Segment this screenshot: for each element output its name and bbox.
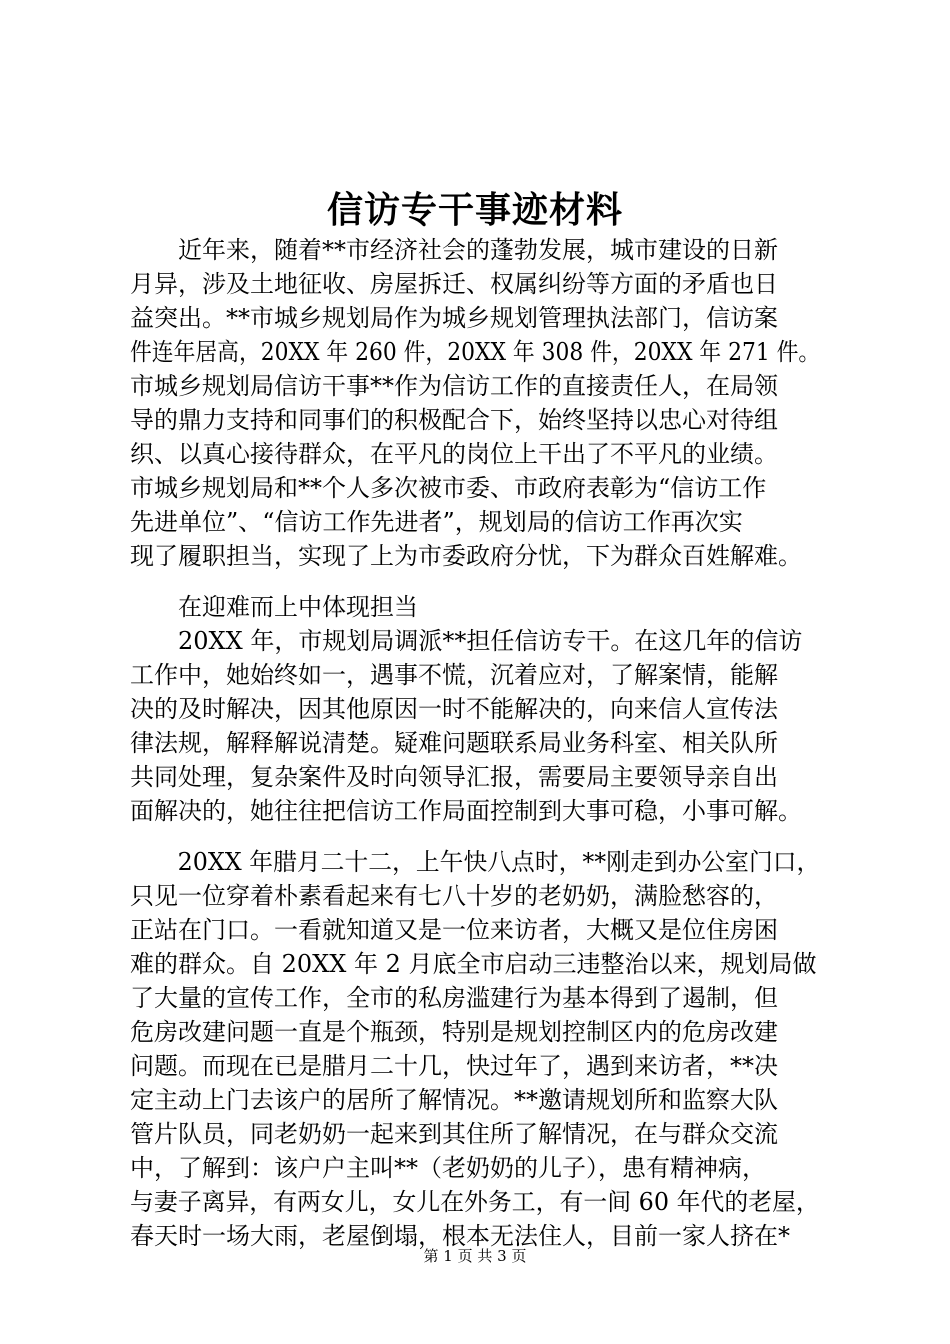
text-line: 近年来，随着**市经济社会的蓬勃发展，城市建设的日新 <box>130 236 778 264</box>
text-line: 面解决的，她往往把信访工作局面控制到大事可稳，小事可解。 <box>130 797 802 825</box>
document-title: 信访专干事迹材料 <box>326 189 623 231</box>
page-footer: 第 1 页 共 3 页 <box>423 1247 527 1265</box>
text-line: 20XX 年腊月二十二，上午快八点时，**刚走到办公室门口， <box>130 848 821 876</box>
text-line: 市城乡规划局信访干事**作为信访工作的直接责任人，在局领 <box>130 372 778 400</box>
text-line: 春天时一场大雨，老屋倒塌，根本无法住人，目前一家人挤在* <box>130 1222 790 1250</box>
text-line: 定主动上门去该户的居所了解情况。**邀请规划所和监察大队 <box>130 1086 778 1114</box>
text-line: 20XX 年，市规划局调派**担任信访专干。在这几年的信访 <box>130 627 803 655</box>
text-line: 决的及时解决，因其他原因一时不能解决的，向来信人宣传法 <box>130 695 778 723</box>
text-line: 问题。而现在已是腊月二十几，快过年了，遇到来访者，**决 <box>130 1052 778 1080</box>
text-line: 正站在门口。一看就知道又是一位来访者，大概又是位住房困 <box>130 916 778 944</box>
text-line: 工作中，她始终如一，遇事不慌，沉着应对，了解案情，能解 <box>130 661 778 689</box>
text-line: 与妻子离异，有两女儿，女儿在外务工，有一间 60 年代的老屋， <box>130 1188 820 1216</box>
text-line: 益突出。**市城乡规划局作为城乡规划管理执法部门，信访案 <box>130 304 778 332</box>
text-line: 导的鼎力支持和同事们的积极配合下，始终坚持以忠心对待组 <box>130 406 778 434</box>
text-line: 件连年居高，20XX 年 260 件，20XX 年 308 件，20XX 年 271 件。 <box>130 338 821 366</box>
text-line: 市城乡规划局和**个人多次被市委、市政府表彰为“信访工作 <box>130 474 767 502</box>
text-line: 难的群众。自 20XX 年 2 月底全市启动三违整治以来，规划局做 <box>130 950 817 978</box>
section-heading: 在迎难而上中体现担当 <box>130 593 418 621</box>
text-line: 现了履职担当，实现了上为市委政府分忧，下为群众百姓解难。 <box>130 542 802 570</box>
text-line: 只见一位穿着朴素看起来有七八十岁的老奶奶，满脸愁容的， <box>130 882 778 910</box>
text-line: 共同处理，复杂案件及时向领导汇报，需要局主要领导亲自出 <box>130 763 778 791</box>
text-line: 了大量的宣传工作，全市的私房滥建行为基本得到了遏制，但 <box>130 984 778 1012</box>
text-line: 织、以真心接待群众，在平凡的岗位上干出了不平凡的业绩。 <box>130 440 778 468</box>
text-line: 管片队员，同老奶奶一起来到其住所了解情况，在与群众交流 <box>130 1120 778 1148</box>
text-line: 月异，涉及土地征收、房屋拆迁、权属纠纷等方面的矛盾也日 <box>130 270 778 298</box>
text-line: 律法规，解释解说清楚。疑难问题联系局业务科室、相关队所 <box>130 729 778 757</box>
text-line: 先进单位”、“信访工作先进者”，规划局的信访工作再次实 <box>130 508 743 536</box>
text-line: 中，了解到：该户户主叫**（老奶奶的儿子），患有精神病， <box>130 1154 766 1182</box>
text-line: 危房改建问题一直是个瓶颈，特别是规划控制区内的危房改建 <box>130 1018 778 1046</box>
